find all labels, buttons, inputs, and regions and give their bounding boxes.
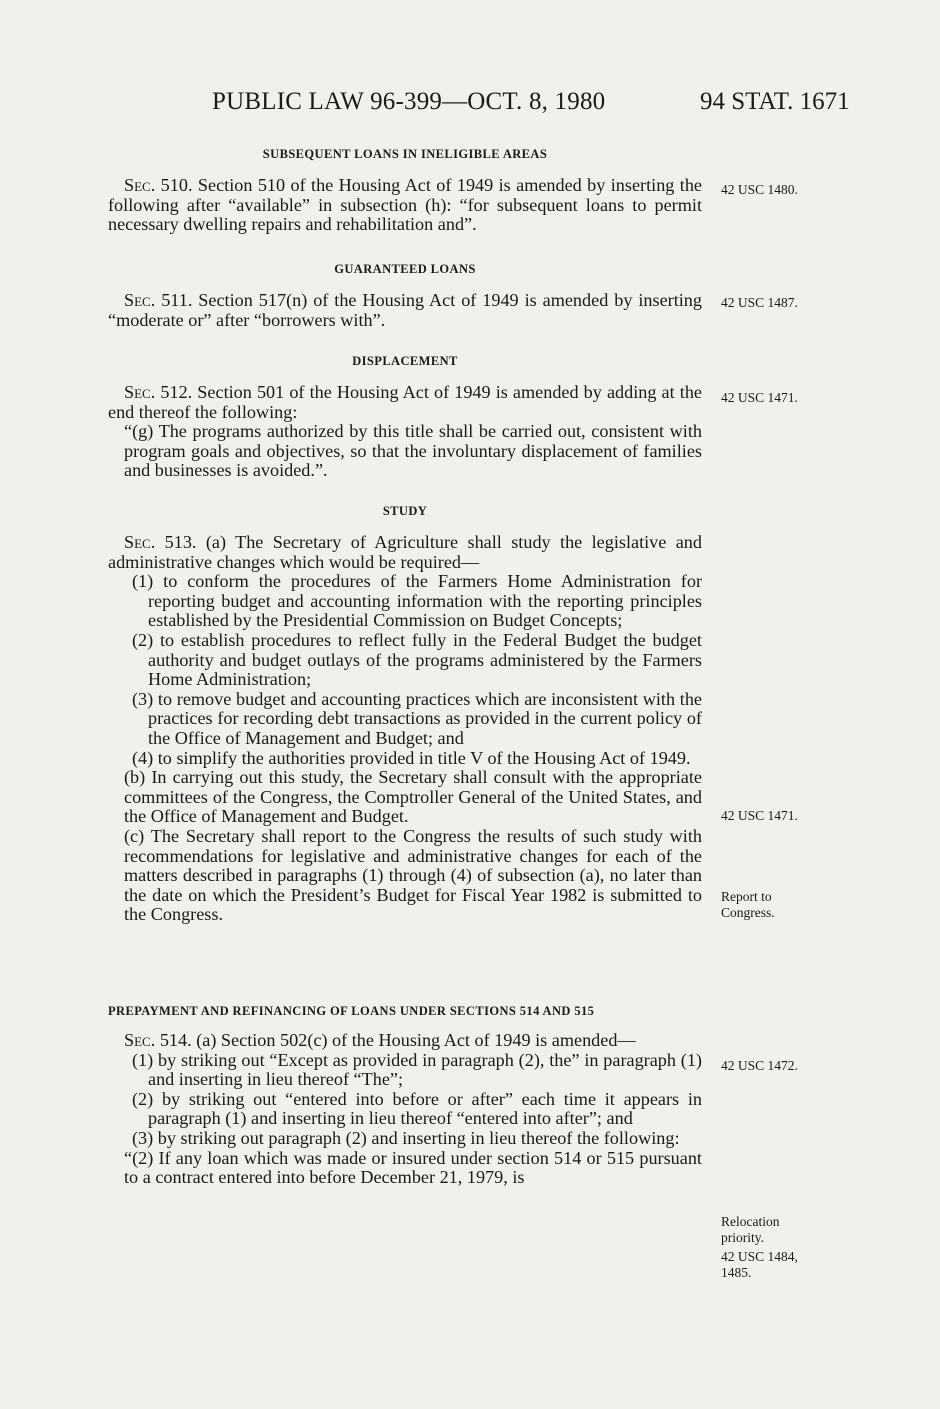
sec-label: Sec. [124, 1030, 156, 1050]
subsection-c: (c) The Secretary shall report to the Congress the results of such study with recommendations for legislative and administrative changes for each of the matters described in paragraphs (1) through (4) of subsection (a), no later than the date on which the President’s Budget for Fiscal Year 1982 is submitted to the Congress. [124, 825, 702, 925]
margin-note: 42 USC 1487. [721, 295, 798, 310]
list-item: (1) to conform the procedures of the Farmers Home Administration for reporting budget and accounting information with the reporting principles established by the Presidential Commission on Budget Concepts; [132, 571, 702, 631]
page-header-stat: 94 STAT. 1671 [700, 88, 850, 115]
quoted-text: “(2) If any loan which was made or insured under section 514 or 515 pursuant to a contract entered into before December 21, 1979, is [124, 1147, 702, 1188]
margin-note: 42 USC 1471. [721, 390, 798, 405]
margin-note: Relocation [721, 1214, 780, 1229]
section-510 [108, 146, 702, 235]
margin-note: Congress. [721, 905, 775, 920]
list-item: (1) by striking out “Except as provided in paragraph (2), the” in paragraph (1) and inserting in lieu thereof “The”; [132, 1049, 702, 1090]
section-heading: STUDY [382, 504, 428, 518]
section-512 [108, 353, 702, 481]
margin-note: 42 USC 1480. [721, 182, 798, 197]
section-text [108, 291, 702, 330]
section-body: 510. Section 510 of the Housing Act of 1949 is amended by inserting the following after “available” in subsection (h): “for subsequent loans to permit necessary dwelling repairs and rehabilitation and”. [108, 175, 702, 235]
list-item: (3) by striking out paragraph (2) and inserting in lieu thereof the following: [132, 1127, 680, 1148]
list-item: (2) by striking out “entered into before or after” each time it appears in paragraph (1) and inserting in lieu thereof “entered into after”; and [132, 1088, 702, 1129]
list-item: (3) to remove budget and accounting practices which are inconsistent with the practices for recording debt transactions as provided in the current policy of the Office of Management and Budget; and [132, 688, 702, 748]
section-text [108, 533, 702, 572]
margin-note: 42 USC 1472. [721, 1058, 798, 1073]
margin-note: 42 USC 1484, [721, 1249, 798, 1264]
margin-note: priority. [721, 1230, 764, 1245]
section-text [108, 176, 702, 235]
sec-label: Sec. [124, 382, 156, 402]
section-heading: GUARANTEED LOANS [334, 262, 476, 276]
section-body: 512. Section 501 of the Housing Act of 1949 is amended by adding at the end thereof the following: [108, 382, 702, 422]
list-item: (4) to simplify the authorities provided in title V of the Housing Act of 1949. [132, 747, 691, 768]
section-513 [108, 503, 702, 925]
page-header-title: PUBLIC LAW 96-399—OCT. 8, 1980 [212, 88, 606, 115]
section-heading: DISPLACEMENT [352, 354, 458, 368]
margin-note: 42 USC 1471. [721, 808, 798, 823]
sec-label: Sec. [124, 290, 156, 310]
sec-label: Sec. [124, 532, 156, 552]
section-514 [108, 1003, 702, 1188]
quoted-text: “(g) The programs authorized by this title shall be carried out, consistent with program goals and objectives, so that the involuntary displacement of families and businesses is avoided.”. [124, 421, 702, 481]
section-text [108, 1031, 702, 1051]
list-item: (2) to establish procedures to reflect fully in the Federal Budget the budget authority and budget outlays of the programs administered by the Farmers Home Administration; [132, 629, 702, 690]
section-heading: PREPAYMENT AND REFINANCING OF LOANS UNDER SECTIONS 514 AND 515 [108, 1004, 595, 1018]
section-body: 514. (a) Section 502(c) of the Housing Act of 1949 is amended— [155, 1030, 636, 1050]
section-body: 513. (a) The Secretary of Agriculture shall study the legislative and administrative changes which would be required— [108, 532, 702, 572]
margin-note: Report to [721, 889, 772, 904]
margin-note: 1485. [721, 1265, 752, 1280]
sec-label: Sec. [124, 175, 156, 195]
subsection-b: (b) In carrying out this study, the Secretary shall consult with the appropriate committees of the Congress, the Comptroller General of the United States, and the Office of Management and Budget. [124, 767, 702, 827]
section-511 [108, 261, 702, 330]
section-text [108, 383, 702, 422]
section-heading: SUBSEQUENT LOANS IN INELIGIBLE AREAS [262, 147, 548, 161]
section-body: 511. Section 517(n) of the Housing Act of 1949 is amended by inserting “moderate or” after “borrowers with”. [108, 290, 702, 330]
